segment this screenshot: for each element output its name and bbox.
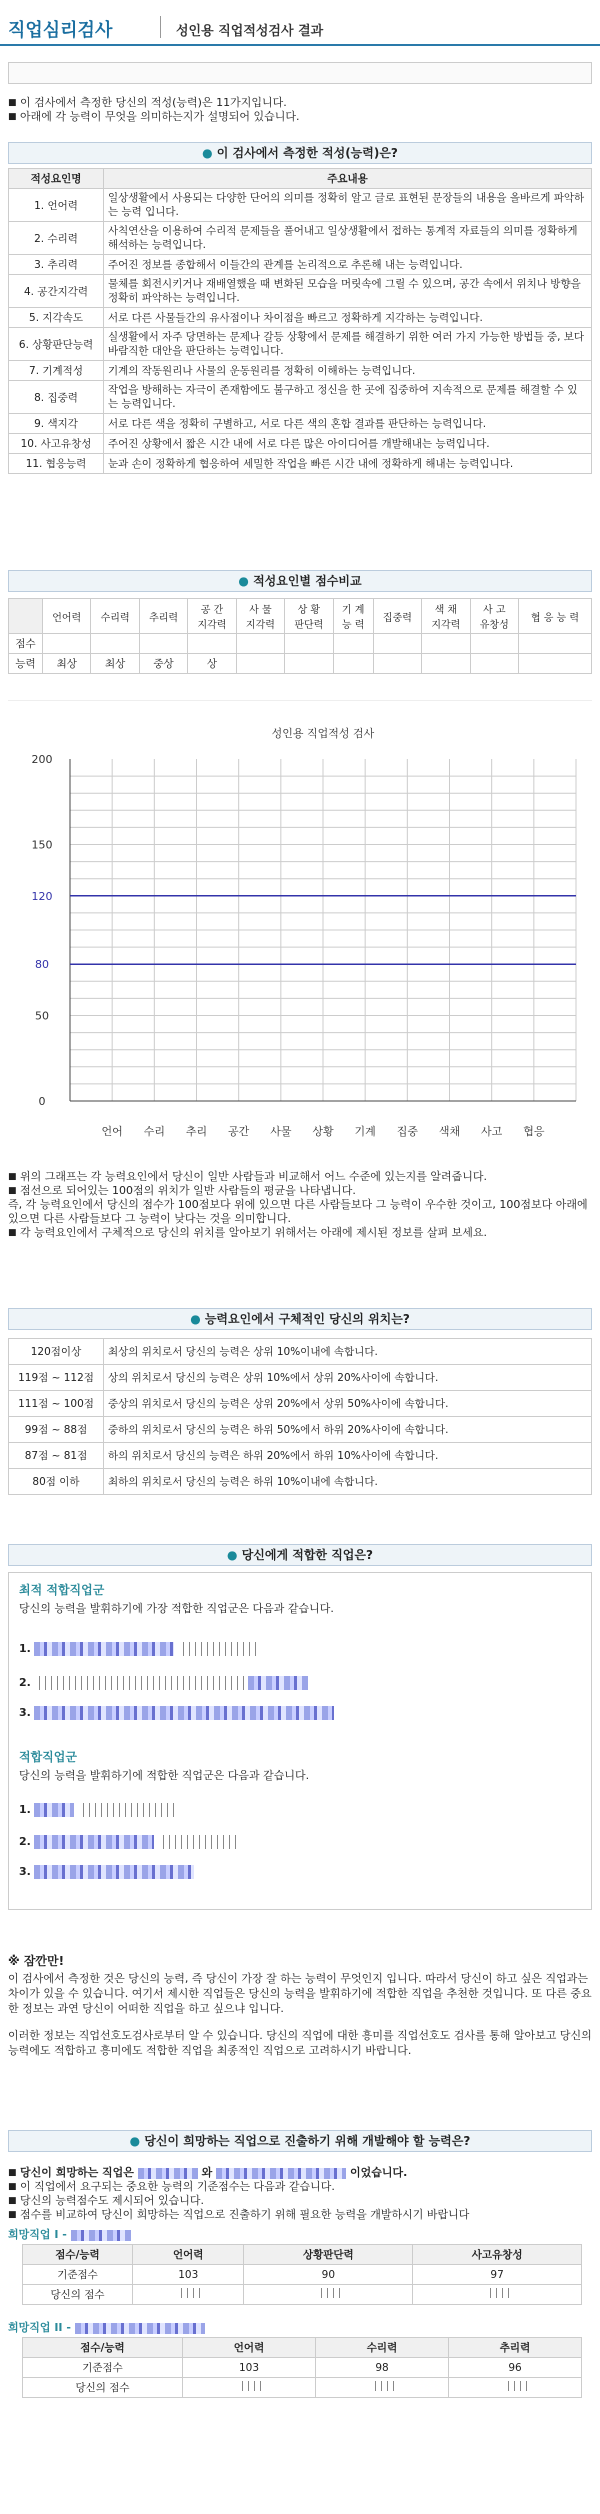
score-col-header: 협 응 능 력 — [518, 599, 591, 634]
abilities-col-desc: 주요내용 — [104, 169, 592, 189]
position-range: 87점 ~ 81점 — [9, 1443, 104, 1469]
level-cell: 최상 — [91, 654, 139, 674]
fit-job-2: 2. — [19, 1835, 581, 1849]
desired-section — [8, 2130, 592, 2398]
score-col-header: 수리력 — [91, 599, 139, 634]
ability-desc: 주어진 상황에서 짧은 시간 내에 서로 다른 많은 아이디어를 개발해내는 능력입니다. — [104, 434, 592, 454]
explain-line-2: ■ 점선으로 되어있는 100점의 위치가 일반 사람들의 평균을 나타냅니다. — [8, 1184, 592, 1198]
explain-line-4: ■ 각 능력요인에서 구체적으로 당신의 위치를 알아보기 위해서는 아래에 제시된 정보를 살펴 보세요. — [8, 1226, 592, 1240]
ability-row — [9, 189, 592, 222]
desired-job-2-table: 점수/능력 언어력 수리력 추리력 기준점수 103 98 96 당신의 점수 — [22, 2337, 582, 2398]
level-cell: 상 — [188, 654, 236, 674]
score-cell — [470, 634, 518, 654]
score-col-header: 기 계 능 력 — [333, 599, 373, 634]
best-jobs-title: 최적 적합직업군 — [19, 1583, 105, 1597]
my-score-hidden — [370, 2381, 394, 2391]
ability-name: 4. 공간지각력 — [9, 275, 104, 308]
my-score-hidden — [237, 2381, 261, 2391]
level-cell — [422, 654, 470, 674]
desired-section-title: ● 당신이 희망하는 직업으로 진출하기 위해 개발해야 할 능력은? — [8, 2130, 592, 2152]
desired-job-2-label-name — [75, 2323, 205, 2334]
ability-row — [9, 454, 592, 474]
explain-line-1: ■ 위의 그래프는 각 능력요인에서 당신이 일반 사람들과 비교해서 어느 수준에 있는지를 알려줍니다. — [8, 1170, 592, 1184]
ability-row — [9, 434, 592, 454]
best-job-3: 3. — [19, 1706, 581, 1720]
position-row — [9, 1417, 592, 1443]
chart-x-tick-label: 색채 — [438, 1125, 461, 1138]
best-job-2-name — [248, 1676, 308, 1690]
score-cell — [285, 634, 333, 654]
level-cell — [518, 654, 591, 674]
ability-desc: 서로 다른 사물들간의 유사점이나 차이점을 빠르고 정확하게 지각하는 능력입니다. — [104, 308, 592, 328]
intro-line-2: ■ 아래에 각 능력이 무엇을 의미하는지가 설명되어 있습니다. — [8, 110, 592, 124]
score-table — [8, 598, 592, 674]
ability-row — [9, 222, 592, 255]
position-range: 120점이상 — [9, 1339, 104, 1365]
fit-job-2-name — [34, 1835, 154, 1849]
position-section-title: ● 능력요인에서 구체적인 당신의 위치는? — [8, 1308, 592, 1330]
header-divider — [160, 16, 161, 38]
chart-title: 성인용 직업적성 검사 — [271, 727, 375, 740]
chart-x-tick-label: 언어 — [101, 1125, 123, 1138]
ability-desc: 서로 다른 색을 정확히 구별하고, 서로 다른 색의 혼합 결과를 판단하는 능력입니다. — [104, 414, 592, 434]
chart-x-tick-label: 공간 — [228, 1125, 250, 1138]
best-jobs-desc: 당신의 능력을 발휘하기에 가장 적합한 직업군은 다음과 같습니다. — [19, 1602, 334, 1615]
ability-desc: 주어진 정보를 종합해서 이들간의 관계를 논리적으로 추론해 내는 능력입니다. — [104, 255, 592, 275]
position-range: 119점 ~ 112점 — [9, 1365, 104, 1391]
score-chart — [8, 701, 592, 1181]
position-row — [9, 1469, 592, 1495]
position-range: 99점 ~ 88점 — [9, 1417, 104, 1443]
my-score-hidden — [485, 2288, 509, 2298]
ability-desc: 작업을 방해하는 자극이 존재함에도 불구하고 정신을 한 곳에 집중하여 지속적으로 문제를 해결할 수 있는 능력입니다. — [104, 381, 592, 414]
fit-jobs-title: 적합직업군 — [19, 1750, 77, 1764]
ability-name: 3. 추리력 — [9, 255, 104, 275]
level-cell — [373, 654, 421, 674]
best-job-1: 1. — [19, 1642, 581, 1656]
jobs-section-title: ● 당신에게 적합한 직업은? — [8, 1544, 592, 1566]
position-row — [9, 1365, 592, 1391]
level-cell — [470, 654, 518, 674]
score-col-header: 사 물 지각력 — [236, 599, 284, 634]
note-paragraph-2: 이러한 정보는 직업선호도검사로부터 알 수 있습니다. 당신의 직업에 대한 흥미를 직업선호도 검사를 통해 알아보고 당신의 능력에도 적합하고 흥미에도 적합한 직업을 최종적인 직업으로 고려하시기 바랍니다. — [8, 2029, 592, 2057]
score-cell — [43, 634, 91, 654]
score-col-header: 상 황 판단력 — [285, 599, 333, 634]
position-range: 80점 이하 — [9, 1469, 104, 1495]
desired-line-3: ■ 당신의 능력점수도 제시되어 있습니다. — [8, 2194, 592, 2208]
position-row — [9, 1391, 592, 1417]
score-cell — [236, 634, 284, 654]
position-range: 111점 ~ 100점 — [9, 1391, 104, 1417]
ability-name: 2. 수리력 — [9, 222, 104, 255]
best-job-2: 2. — [19, 1676, 581, 1690]
chart-x-tick-label: 협응 — [523, 1125, 545, 1138]
score-cell — [91, 634, 139, 654]
intro-text — [8, 96, 592, 124]
chart-x-tick-label: 상황 — [312, 1125, 334, 1138]
score-cell — [139, 634, 187, 654]
score-cell — [333, 634, 373, 654]
ability-name: 5. 지각속도 — [9, 308, 104, 328]
intro-line-1: ■ 이 검사에서 측정한 당신의 적성(능력)은 11가지입니다. — [8, 96, 592, 110]
chart-x-tick-label: 기계 — [354, 1125, 376, 1138]
abilities-table — [8, 168, 592, 474]
position-desc: 하의 위치로서 당신의 능력은 하위 20%에서 하위 10%사이에 속합니다. — [104, 1443, 592, 1469]
score-col-header: 집중력 — [373, 599, 421, 634]
score-col-header: 공 간 지각력 — [188, 599, 236, 634]
jobs-section — [8, 1544, 592, 1910]
position-section — [8, 1308, 592, 1495]
ability-name: 11. 협응능력 — [9, 454, 104, 474]
ability-row — [9, 275, 592, 308]
abilities-section-title: ● 이 검사에서 측정한 적성(능력)은? — [8, 142, 592, 164]
note-title: ※ 잠깐만! — [8, 1954, 65, 1968]
chart-x-tick-label: 수리 — [143, 1125, 165, 1138]
fit-job-1: 1. — [19, 1803, 581, 1817]
level-cell — [236, 654, 284, 674]
chart-x-tick-label: 추리 — [185, 1125, 208, 1138]
chart-container — [8, 700, 592, 1180]
score-col-header: 언어력 — [43, 599, 91, 634]
score-section-title: ● 적성요인별 점수비교 — [8, 570, 592, 592]
page-header — [0, 0, 600, 52]
position-desc: 상의 위치로서 당신의 능력은 상위 10%에서 상위 20%사이에 속합니다. — [104, 1365, 592, 1391]
chart-x-tick-label: 사물 — [270, 1125, 292, 1138]
level-cell: 중상 — [139, 654, 187, 674]
score-cell — [188, 634, 236, 654]
ability-desc: 물체를 회전시키거나 재배열했을 때 변화된 모습을 머릿속에 그릴 수 있으며, 공간 속에서 위치나 방향을 정확히 파악하는 능력입니다. — [104, 275, 592, 308]
ability-name: 1. 언어력 — [9, 189, 104, 222]
desired-line-2: ■ 이 직업에서 요구되는 중요한 능력의 기준점수는 다음과 같습니다. — [8, 2180, 592, 2194]
fit-job-2-list — [158, 1835, 238, 1849]
score-cell — [422, 634, 470, 654]
ability-row — [9, 361, 592, 381]
level-cell — [333, 654, 373, 674]
position-desc: 중상의 위치로서 당신의 능력은 상위 20%에서 상위 50%사이에 속합니다. — [104, 1391, 592, 1417]
best-job-1-name — [34, 1642, 174, 1656]
position-row — [9, 1339, 592, 1365]
chart-y-tick-label: 150 — [31, 838, 53, 852]
fit-jobs-desc: 당신의 능력을 발휘하기에 적합한 직업군은 다음과 같습니다. — [19, 1769, 310, 1782]
level-row-label: 능력 — [9, 654, 43, 674]
score-col-header: 사 고 유창성 — [470, 599, 518, 634]
position-row — [9, 1443, 592, 1469]
fit-job-1-list — [78, 1803, 178, 1817]
desired-line-1: ■ 당신이 희망하는 직업은 와 이었습니다. — [8, 2166, 592, 2180]
desired-intro — [8, 2166, 592, 2222]
ability-name: 9. 색지각 — [9, 414, 104, 434]
position-desc: 최상의 위치로서 당신의 능력은 상위 10%이내에 속합니다. — [104, 1339, 592, 1365]
chart-y-tick-label: 50 — [35, 1009, 49, 1023]
page-title: 직업심리검사 — [8, 20, 113, 41]
ability-desc: 기계의 작동원리나 사물의 운동원리를 정확히 이해하는 능력입니다. — [104, 361, 592, 381]
ability-row — [9, 308, 592, 328]
desired-job-1-table: 점수/능력 언어력 상황판단력 사고유창성 기준점수 103 90 97 당신의 점수 — [22, 2244, 582, 2305]
header-rule — [0, 44, 600, 46]
ability-desc: 사칙연산을 이용하여 수리적 문제들을 풀어내고 일상생활에서 접하는 통계적 자료들의 의미를 정확하게 해석하는 능력입니다. — [104, 222, 592, 255]
abilities-col-name: 적성요인명 — [9, 169, 104, 189]
chart-y-tick-label: 120 — [31, 889, 53, 903]
score-col-header: 색 채 지각력 — [422, 599, 470, 634]
ability-row — [9, 255, 592, 275]
ability-name: 6. 상황판단능력 — [9, 328, 104, 361]
ability-desc: 실생활에서 자주 당면하는 문제나 갈등 상황에서 문제를 해결하기 위한 여러 가지 가능한 방법들 중, 보다 바람직한 대안을 판단하는 능력입니다. — [104, 328, 592, 361]
my-score-hidden — [316, 2288, 340, 2298]
chart-y-tick-label: 0 — [38, 1095, 46, 1108]
best-job-2-list — [34, 1676, 244, 1690]
score-section — [8, 570, 592, 674]
chart-x-tick-label: 사고 — [481, 1125, 503, 1138]
best-job-1-list — [178, 1642, 258, 1656]
note-section — [8, 1954, 592, 2058]
level-cell — [285, 654, 333, 674]
score-cell — [373, 634, 421, 654]
position-desc: 최하의 위치로서 당신의 능력은 하위 10%이내에 속합니다. — [104, 1469, 592, 1495]
jobs-box — [8, 1572, 592, 1910]
desired-line-4: ■ 점수를 비교하여 당신이 희망하는 직업으로 진출하기 위해 필요한 능력을 개발하시기 바랍니다 — [8, 2208, 592, 2222]
fit-job-3-list — [34, 1865, 194, 1879]
ability-desc: 눈과 손이 정확하게 협응하여 세밀한 작업을 빠른 시간 내에 정확하게 해내는 능력입니다. — [104, 454, 592, 474]
ability-row — [9, 381, 592, 414]
fit-job-1-name — [34, 1803, 74, 1817]
ability-desc: 일상생활에서 사용되는 다양한 단어의 의미를 정확히 알고 글로 표현된 문장들의 내용을 올바르게 파악하는 능력 입니다. — [104, 189, 592, 222]
ability-name: 10. 사고유창성 — [9, 434, 104, 454]
abilities-section — [8, 142, 592, 474]
score-row-label: 점수 — [9, 634, 43, 654]
ability-row — [9, 328, 592, 361]
page-subtitle: 성인용 직업적성검사 결과 — [176, 24, 324, 39]
chart-explanation — [8, 1170, 592, 1240]
level-cell: 최상 — [43, 654, 91, 674]
chart-y-tick-label: 80 — [35, 958, 49, 972]
chart-y-tick-label: 200 — [31, 753, 53, 766]
my-score-hidden — [503, 2381, 527, 2391]
fit-job-3: 3. — [19, 1865, 581, 1879]
my-score-hidden — [176, 2288, 200, 2298]
score-col-header: 추리력 — [139, 599, 187, 634]
desired-job-1-label: 희망직업 I - — [8, 2226, 592, 2242]
info-box — [8, 62, 592, 84]
ability-name: 8. 집중력 — [9, 381, 104, 414]
explain-line-3: 즉, 각 능력요인에서 당신의 점수가 100점보다 위에 있으면 다른 사람들보다 그 능력이 우수한 것이고, 100점보다 아래에 있으면 다른 사람들보다 그 능력이 낮다는 것을 의미합니다. — [8, 1198, 588, 1225]
desired-job-1-label-name — [71, 2230, 131, 2241]
ability-row — [9, 414, 592, 434]
desired-job-1-name — [138, 2168, 198, 2179]
desired-job-2-label: 희망직업 II - — [8, 2319, 592, 2335]
position-desc: 중하의 위치로서 당신의 능력은 하위 50%에서 하위 20%사이에 속합니다. — [104, 1417, 592, 1443]
note-paragraph-1: 이 검사에서 측정한 것은 당신의 능력, 즉 당신이 가장 잘 하는 능력이 무엇인지 입니다. 따라서 당신이 하고 싶은 직업과는 차이가 있을 수 있습니다. 여기서 제시한 직업들은 당신의 능력을 발휘하기에 적합한 직업을 추천한 것입니다. 또 다른 중요한 정보는 과연 당신이 어떠한 직업을 하고 싶으냐 입니다. — [8, 1972, 592, 2015]
score-cell — [518, 634, 591, 654]
chart-x-tick-label: 집중 — [396, 1125, 418, 1138]
ability-name: 7. 기계적성 — [9, 361, 104, 381]
best-job-3-list — [34, 1706, 334, 1720]
position-table — [8, 1338, 592, 1495]
desired-job-2-name — [216, 2168, 346, 2179]
